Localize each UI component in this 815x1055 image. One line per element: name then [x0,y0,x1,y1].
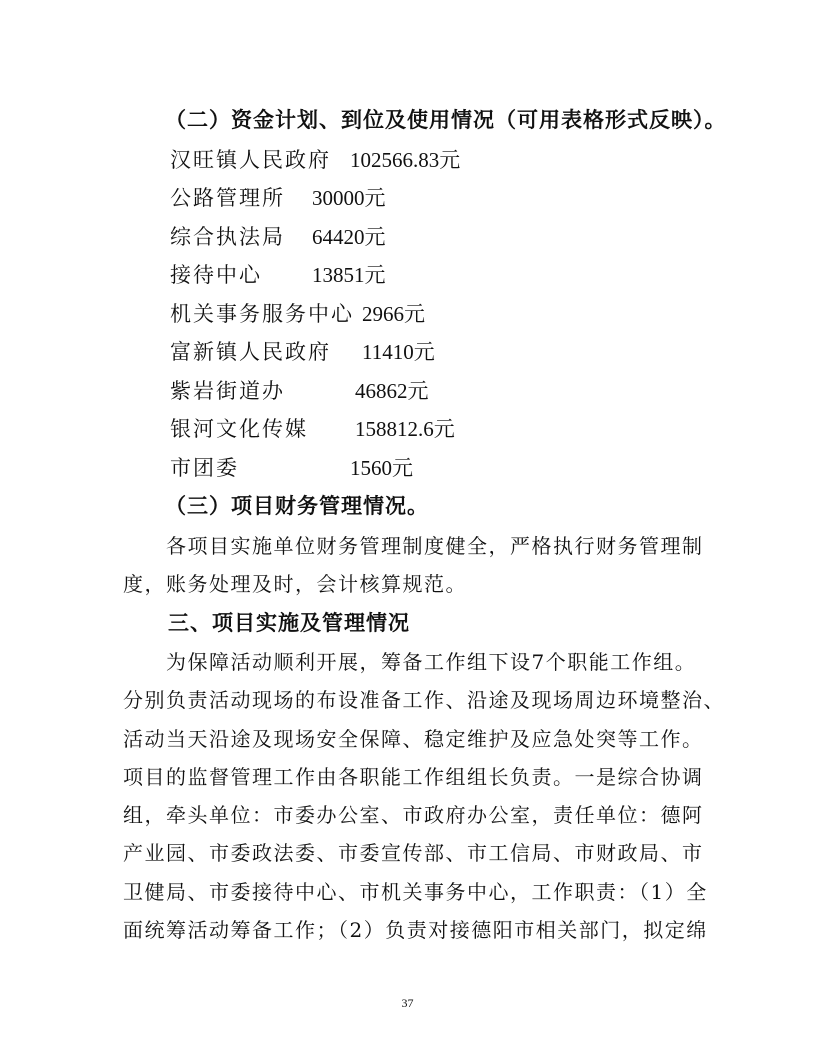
funding-org: 接待中心 [170,263,262,287]
funding-org: 综合执法局 [170,225,285,249]
funding-amount: 158812.6元 [355,417,455,441]
funding-amount: 46862元 [355,379,429,403]
paragraph-line: 为保障活动顺利开展，筹备工作组下设7个职能工作组。 [123,650,697,674]
funding-org: 紫岩街道办 [170,379,285,403]
funding-amount: 64420元 [312,225,386,249]
funding-org: 机关事务服务中心 [170,302,354,326]
funding-amount: 11410元 [362,340,435,364]
paragraph-line: 组，牵头单位：市委办公室、市政府办公室，责任单位：德阿 [123,803,704,828]
funding-amount: 102566.83元 [350,148,461,172]
funding-org: 汉旺镇人民政府 [170,148,331,172]
paragraph-line: 卫健局、市委接待中心、市机关事务中心，工作职责：（1）全 [123,879,708,904]
paragraph-line: 度，账务处理及时，会计核算规范。 [123,572,467,597]
paragraph-line: 项目的监督管理工作由各职能工作组组长负责。一是综合协调 [123,764,704,789]
funding-amount: 1560元 [350,456,413,480]
funding-amount: 13851元 [312,263,386,287]
funding-heading: （二）资金计划、到位及使用情况（可用表格形式反映）。 [165,108,727,132]
implementation-paragraph [123,643,725,949]
paragraph-line: 各项目实施单位财务管理制度健全，严格执行财务管理制 [123,534,704,558]
funding-amount: 2966元 [362,302,425,326]
funding-org: 银河文化传媒 [170,417,308,441]
paragraph-line: 分别负责活动现场的布设准备工作、沿途及现场周边环境整治、 [123,688,725,713]
paragraph-line: 产业园、市委政法委、市委宣传部、市工信局、市财政局、市 [123,841,704,866]
finance-paragraph [123,527,703,604]
paragraph-line: 活动当天沿途及现场安全保障、稳定维护及应急处突等工作。 [123,726,704,751]
finance-heading: （三）项目财务管理情况。 [165,494,429,518]
paragraph-line: 面统筹活动筹备工作；（2）负责对接德阳市相关部门，拟定绵 [123,918,708,943]
funding-org: 富新镇人民政府 [170,340,331,364]
funding-org: 公路管理所 [170,186,285,210]
page-number: 37 [401,996,414,1010]
funding-amount: 30000元 [312,186,386,210]
implementation-heading: 三、项目实施及管理情况 [168,611,410,635]
funding-org: 市团委 [170,456,239,480]
